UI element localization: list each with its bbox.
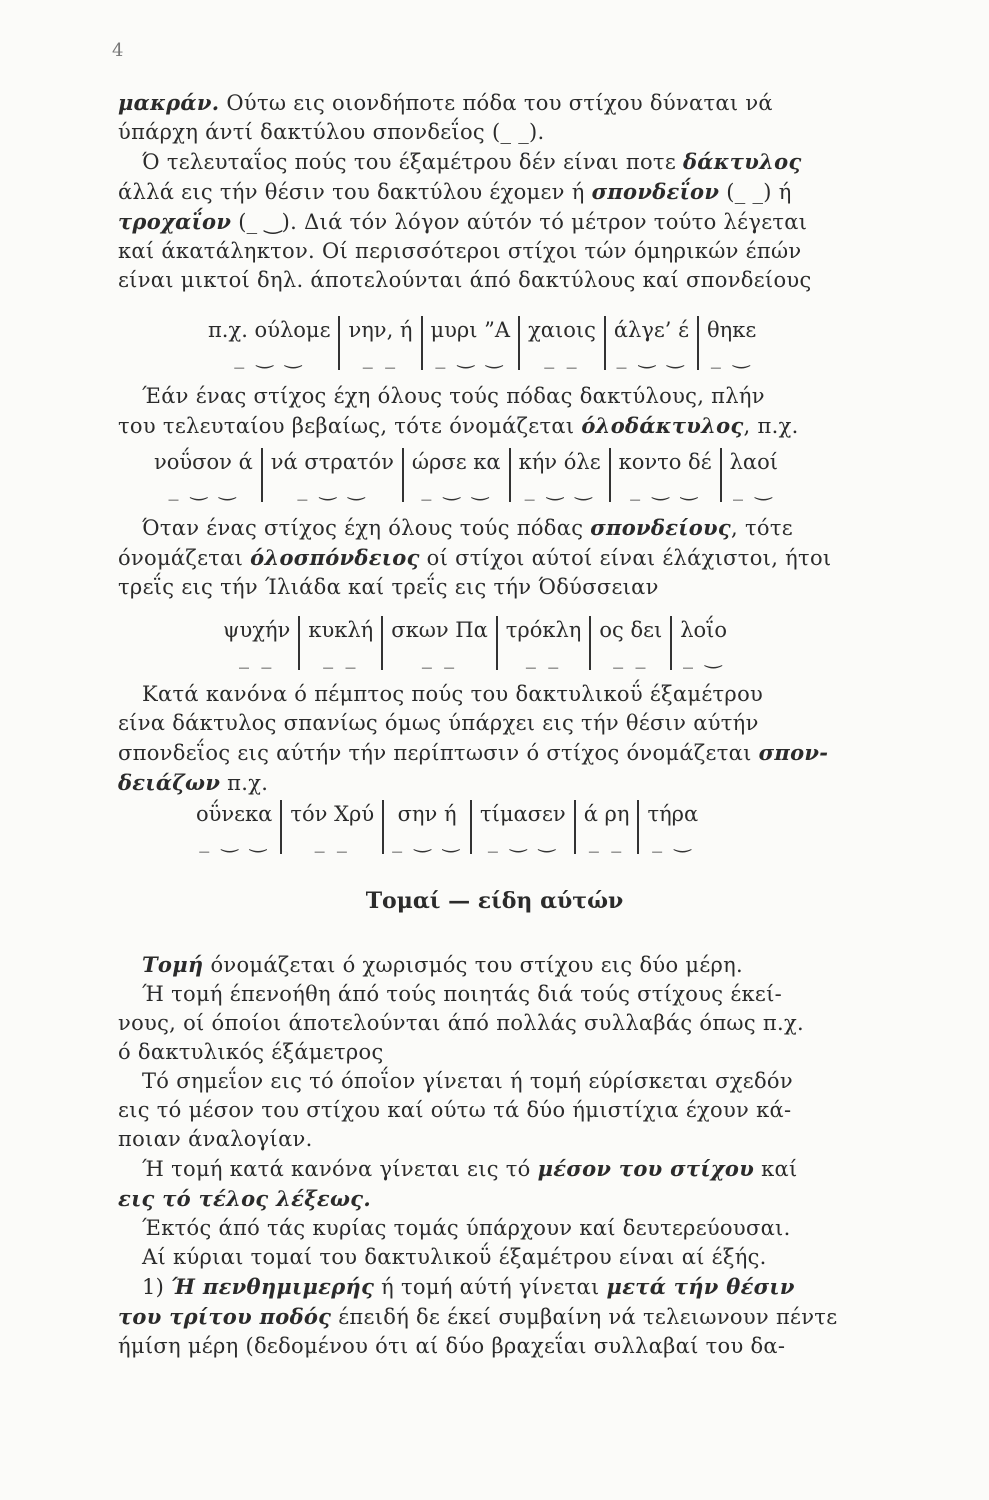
text-line [118, 1184, 958, 1214]
text-line [118, 207, 958, 237]
text-run: (_ ‿). Διά τόν λόγον αύτόν τό μέτρον τούτο λέγεται [231, 210, 808, 234]
foot-metre: _ _ [382, 644, 497, 670]
text-run: Ό τελευταΐος πούς του έξαμέτρου δέν είναι ποτε [142, 150, 683, 174]
text-run: 1) [142, 1275, 172, 1299]
scansion-example-3 [215, 616, 735, 670]
foot-metre: _ ‿ ‿ [510, 476, 610, 502]
foot-metre: _ _ [339, 344, 421, 370]
foot-metre: _ _ [590, 644, 671, 670]
foot-metre: _ ‿ ‿ [471, 828, 575, 854]
text-run: Όταν ένας στίχος έχη όλους τούς πόδας [142, 516, 591, 540]
text-run: ήμίση μέρη (δεδομένου ότι αί δύο βραχεΐαι συλλαβαί του δα- [118, 1334, 786, 1358]
text-run: Έάν ένας στίχος έχη όλους τούς πόδας δακτύλους, πλήν [142, 384, 765, 408]
text-run: καί [754, 1157, 798, 1181]
foot-syllables: κυκλή [299, 616, 382, 644]
foot-metre: _ ‿ ‿ [234, 345, 305, 369]
section-heading: Τομαί — είδη αύτών [365, 888, 624, 914]
foot-syllables: οΰνεκα [196, 802, 273, 826]
scansion-words-row [146, 448, 786, 476]
foot-syllables: ος δει [590, 616, 671, 644]
text-run: όνομάζεται ό χωρισμός του στίχου εις δύο μέρη. [203, 953, 744, 977]
text-line [118, 411, 958, 441]
text-line [118, 118, 958, 147]
foot-syllables: ώρσε κα [403, 448, 510, 476]
emphasized-term: Τομή [142, 952, 204, 977]
text-run: σπονδεΐος εις αύτήν τήν περίπτωσιν ό στίχος όνομάζεται [118, 741, 759, 765]
text-run: π.χ. [220, 771, 269, 795]
foot-syllables: κοντο δέ [610, 448, 721, 476]
emphasized-term: όλοδάκτυλος [581, 413, 744, 438]
text-line [118, 709, 958, 738]
paragraph-holodactylic [118, 382, 958, 441]
foot-metre: _ ‿ [721, 476, 786, 502]
text-line [118, 88, 958, 118]
foot-syllables: τήρα [638, 800, 706, 828]
scansion-example-4 [188, 800, 706, 854]
scansion-metre-row [215, 644, 735, 670]
scansion-example-1 [200, 316, 764, 370]
foot-metre: _ ‿ ‿ [168, 477, 239, 501]
paragraph-spondeiazon [118, 680, 958, 798]
text-run: τρεΐς εις τήν Ίλιάδα καί τρεΐς εις τήν Όδύσσειαν [118, 575, 659, 599]
text-line [118, 1214, 958, 1243]
text-line [118, 147, 958, 177]
text-run: , τότε [731, 516, 793, 540]
foot-syllables: σην ή [383, 800, 471, 828]
text-run: οί στίχοι αύτοί είναι έλάχιστοι, ήτοι [419, 546, 832, 570]
text-line [118, 237, 958, 266]
foot-metre: _ _ [238, 645, 275, 669]
scansion-words-row [215, 616, 735, 644]
foot-metre: _ ‿ ‿ [199, 829, 270, 853]
foot-syllables: ψυχήν [223, 618, 291, 642]
foot-metre: _ _ [299, 644, 382, 670]
paragraph-metre-intro [118, 88, 958, 295]
foot-syllables: μυρι ”Α [422, 316, 520, 344]
foot-syllables: άλγε’ έ [605, 316, 698, 344]
foot-syllables: τρόκλη [497, 616, 591, 644]
text-line [118, 1125, 958, 1154]
text-line [118, 1332, 958, 1361]
emphasized-term: δειάζων [118, 770, 221, 795]
emphasized-term: σπονδεΐον [591, 179, 720, 204]
foot-syllables: νοΰσον ά [154, 450, 253, 474]
text-line [118, 382, 958, 411]
text-run: καί άκατάληκτον. Οί περισσότεροι στίχοι τών όμηρικών έπών [118, 239, 802, 263]
text-line [118, 950, 958, 980]
text-line [118, 543, 958, 573]
text-line [118, 1067, 958, 1096]
foot-metre: _ _ [281, 828, 383, 854]
foot-syllables: νά στρατόν [262, 448, 403, 476]
foot-metre: _ ‿ [698, 344, 764, 370]
scansion-table [188, 800, 706, 854]
text-line [118, 1243, 958, 1272]
text-run: ή τομή αύτή γίνεται [374, 1275, 607, 1299]
text-run: , π.χ. [743, 414, 799, 438]
text-run: Κατά κανόνα ό πέμπτος πούς του δακτυλικοΰ έξαμέτρου [142, 682, 764, 706]
text-line [118, 1302, 958, 1332]
foot-syllables: σκων Πα [382, 616, 497, 644]
scansion-words-row [200, 316, 764, 344]
foot-syllables: τίμασεν [471, 800, 575, 828]
text-run: του τελευταίου βεβαίως, τότε όνομάζεται [118, 414, 582, 438]
text-line [118, 1272, 958, 1302]
paragraph-caesura [118, 950, 958, 1361]
text-run: είνα δάκτυλος σπανίως όμως ύπάρχει εις τήν θέσιν αύτήν [118, 711, 759, 735]
foot-syllables: νην, ή [339, 316, 421, 344]
foot-metre: _ ‿ [638, 828, 706, 854]
foot-metre: _ _ [497, 644, 591, 670]
text-line [118, 266, 958, 295]
foot-metre: _ ‿ ‿ [605, 344, 698, 370]
paragraph-holospondaic [118, 513, 958, 602]
text-run: ύπάρχη άντί δακτύλου σπονδεΐος (_ _). [118, 120, 545, 144]
text-line [118, 573, 958, 602]
foot-metre: _ ‿ ‿ [422, 344, 520, 370]
foot-metre: _ ‿ ‿ [383, 828, 471, 854]
text-run: νους, οί όποίοι άποτελούνται άπό πολλάς συλλαβάς όπως π.χ. [118, 1011, 804, 1035]
emphasized-term: του τρίτου ποδός [118, 1304, 332, 1329]
scansion-table [146, 448, 786, 502]
foot-syllables: π.χ. ούλομε [208, 318, 331, 342]
emphasized-term: μετά τήν θέσιν [606, 1274, 795, 1299]
scansion-example-2 [146, 448, 786, 502]
foot-metre: _ ‿ ‿ [262, 476, 403, 502]
text-run: Ούτω εις οιονδήποτε πόδα του στίχου δύναται νά [219, 91, 773, 115]
foot-syllables: τόν Χρύ [281, 800, 383, 828]
foot-syllables: θηκε [698, 316, 764, 344]
text-run: ποιαν άναλογίαν. [118, 1127, 313, 1151]
text-line [118, 768, 958, 798]
page-number: 4 [112, 40, 124, 61]
text-run: (_ _) ή [719, 180, 792, 204]
scansion-table [215, 616, 735, 670]
foot-syllables: κήν όλε [510, 448, 610, 476]
text-run: εις τό μέσον του στίχου καί ούτω τά δύο ήμιστίχια έχουν κά- [118, 1098, 792, 1122]
text-line [118, 738, 958, 768]
scansion-words-row [188, 800, 706, 828]
emphasized-term: μέσον του στίχου [537, 1156, 755, 1181]
emphasized-term: εις τό τέλος λέξεως. [118, 1186, 371, 1211]
text-line [118, 980, 958, 1009]
scansion-metre-row [146, 476, 786, 502]
foot-metre: _ ‿ [671, 644, 735, 670]
text-run: όνομάζεται [118, 546, 251, 570]
emphasized-term: σπον- [758, 740, 829, 765]
text-line [118, 680, 958, 709]
text-line [118, 1154, 958, 1184]
foot-syllables: λοΐο [671, 616, 735, 644]
scansion-metre-row [188, 828, 706, 854]
text-run: έπειδή δε έκεί συμβαίνη νά τελειωνουν πέντε [331, 1305, 838, 1329]
emphasized-term: σπονδείους [590, 515, 732, 540]
text-run: Ή τομή κατά κανόνα γίνεται εις τό [142, 1157, 538, 1181]
foot-metre: _ ‿ ‿ [403, 476, 510, 502]
emphasized-term: όλοσπόνδειος [250, 545, 420, 570]
foot-syllables: χαιοις [519, 316, 605, 344]
emphasized-term: δάκτυλος [683, 149, 802, 174]
scansion-metre-row [200, 344, 764, 370]
text-run: Αί κύριαι τομαί του δακτυλικοΰ έξαμέτρου είναι αί έξής. [142, 1245, 767, 1269]
text-line [118, 177, 958, 207]
text-run: ό δακτυλικός έξάμετρος [118, 1040, 384, 1064]
text-run: άλλά εις τήν θέσιν του δακτύλου έχομεν ή [118, 180, 592, 204]
scansion-table [200, 316, 764, 370]
text-run: Ή τομή έπενοήθη άπό τούς ποιητάς διά τούς στίχους έκεί- [142, 982, 783, 1006]
text-line [118, 1038, 958, 1067]
text-run: Έκτός άπό τάς κυρίας τομάς ύπάρχουν καί δευτερεύουσαι. [142, 1216, 791, 1240]
foot-syllables: λαοί [721, 448, 786, 476]
text-line [118, 1009, 958, 1038]
text-run: είναι μικτοί δηλ. άποτελούνται άπό δακτύλους καί σπονδείους [118, 268, 812, 292]
text-run: Τό σημεΐον εις τό όποΐον γίνεται ή τομή εύρίσκεται σχεδόν [142, 1069, 793, 1093]
text-line [118, 1096, 958, 1125]
text-line [118, 513, 958, 543]
foot-metre: _ _ [575, 828, 639, 854]
foot-syllables: ά ρη [575, 800, 639, 828]
emphasized-term: μακράν. [118, 90, 220, 115]
foot-metre: _ _ [519, 344, 605, 370]
emphasized-term: Ή πενθημιμερής [171, 1274, 375, 1299]
foot-metre: _ ‿ ‿ [610, 476, 721, 502]
emphasized-term: τροχαΐον [118, 209, 232, 234]
